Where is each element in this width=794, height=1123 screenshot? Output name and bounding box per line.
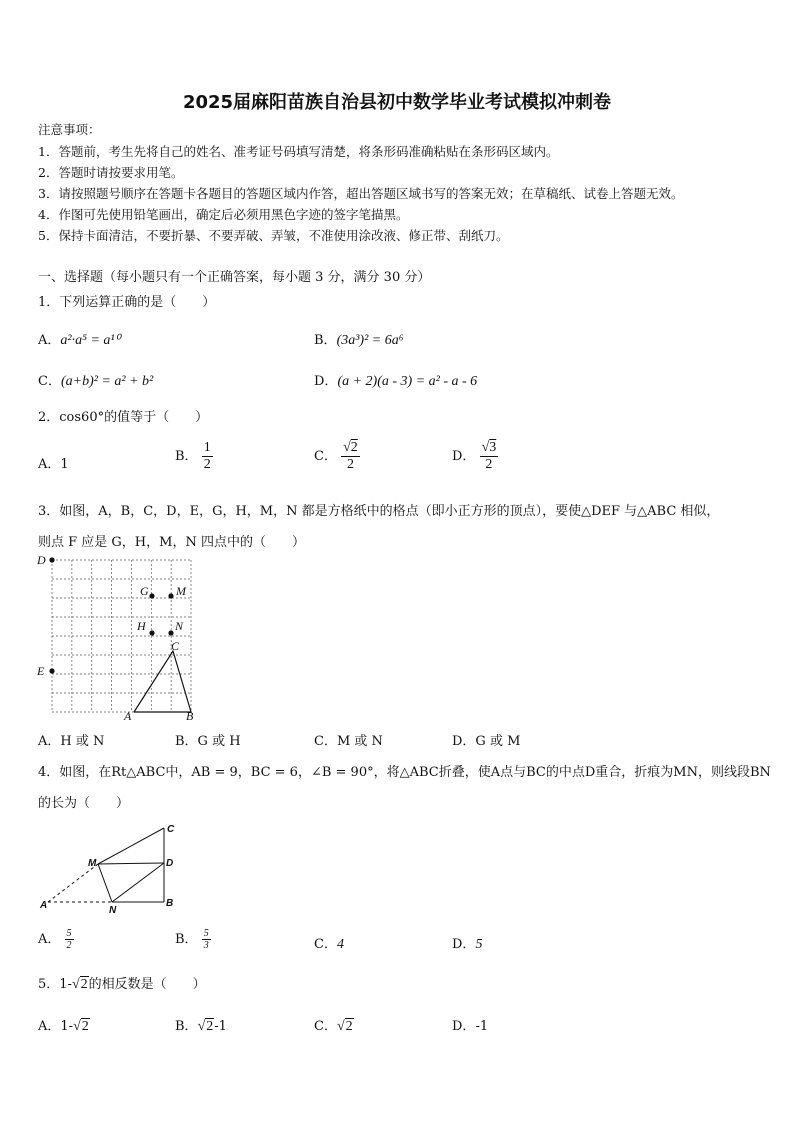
q5-option-a[interactable]: A．1-√2 [38, 1019, 89, 1034]
q3-grid-figure [34, 552, 199, 724]
q3-stem-line2: 则点 F 应是 G，H，M，N 四点中的（ ） [38, 535, 305, 550]
q1-stem: 1．下列运算正确的是（ ） [38, 295, 216, 310]
label-h: H [137, 619, 146, 633]
q1-option-d[interactable]: D．(a + 2)(a - 3) = a² - a - 6 [314, 374, 478, 389]
fraction: $\frac{1}{2}$ [203, 440, 211, 472]
section-heading: 一、选择题（每小题只有一个正确答案，每小题 3 分，满分 30 分） [38, 270, 431, 285]
point-g [149, 593, 154, 598]
fraction: $\frac{√2}{2}$ [343, 440, 358, 472]
label-c: C [167, 824, 175, 835]
q1-option-c[interactable]: C．(a+b)² = a² + b² [38, 374, 154, 389]
point-h [149, 630, 154, 635]
label-m: M [176, 584, 186, 598]
label-g: G [140, 584, 149, 598]
q2-option-b[interactable]: B． $\frac{1}{2}$ [175, 440, 211, 472]
notice-item-2: 2．答题时请按要求用笔。 [38, 165, 184, 180]
q3-option-d[interactable]: D．G 或 M [452, 734, 521, 749]
page-title: 2025届麻阳苗族自治县初中数学毕业考试模拟冲刺卷 [182, 92, 612, 113]
label-m: M [88, 858, 97, 869]
fraction: $\frac{√3}{2}$ [481, 440, 497, 472]
q2-stem: 2．cos60°的值等于（ ） [38, 410, 209, 425]
q1-option-a[interactable]: A．a²·a⁵ = a¹⁰ [38, 333, 121, 348]
q3-option-a[interactable]: A．H 或 N [38, 734, 105, 749]
q2-option-a[interactable]: A．1 [38, 457, 69, 472]
q2-option-c[interactable]: C． $\frac{√2}{2}$ [314, 440, 358, 472]
label-a: A [40, 900, 48, 911]
triangle-abc [134, 651, 191, 712]
notice-heading: 注意事项： [38, 122, 101, 137]
point-n [168, 630, 173, 635]
notice-item-3: 3．请按照题号顺序在答题卡各题目的答题区域内作答，超出答题区域书写的答案无效；在草稿纸、试卷上答题无效。 [38, 186, 684, 201]
q2-option-d[interactable]: D． $\frac{√3}{2}$ [452, 440, 497, 472]
label-c: C [171, 639, 180, 653]
label-e: E [37, 664, 45, 678]
notice-item-4: 4．作图可先使用铅笔画出，确定后必须用黑色字迹的签字笔描黑。 [38, 207, 409, 222]
q4-option-d[interactable]: D．5 [452, 937, 483, 952]
q4-option-a[interactable]: A． $\frac{5}{2}$ [38, 928, 72, 951]
q3-option-c[interactable]: C．M 或 N [314, 734, 383, 749]
point-e [49, 668, 54, 673]
q4-option-b[interactable]: B． $\frac{5}{3}$ [175, 928, 209, 951]
q5-option-c[interactable]: C．√2 [314, 1019, 353, 1034]
q5-option-b[interactable]: B．√2-1 [175, 1019, 227, 1034]
label-n: N [175, 619, 184, 633]
label-d: D [37, 553, 46, 567]
q3-option-b[interactable]: B．G 或 H [175, 734, 241, 749]
q5-option-d[interactable]: D．-1 [452, 1019, 489, 1034]
fraction: $\frac{5}{2}$ [66, 928, 72, 951]
label-d: D [166, 858, 174, 869]
q4-stem-line1: 4．如图，在Rt△ABC中，AB = 9，BC = 6，∠B = 90°，将△ABC折叠，使A点与BC的中点D重合，折痕为MN，则线段BN [38, 765, 771, 780]
notice-item-5: 5．保持卡面清洁，不要折暴、不要弄破、弄皱，不准使用涂改液、修正带、刮纸刀。 [38, 228, 509, 243]
fraction: $\frac{5}{3}$ [203, 928, 209, 951]
notice-item-1: 1．答题前，考生先将自己的姓名、准考证号码填写清楚，将条形码准确粘贴在条形码区域内。 [38, 144, 559, 159]
q4-stem-line2: 的长为（ ） [38, 796, 130, 811]
q1-option-b[interactable]: B．(3a³)² = 6a⁶ [314, 333, 404, 348]
label-b: B [166, 898, 174, 909]
label-a: A [124, 709, 132, 723]
q3-stem-line1: 3．如图，A，B，C，D，E，G，H，M，N 都是方格纸中的格点（即小正方形的顶点），要使△DEF 与△ABC 相似， [38, 504, 720, 519]
point-d [49, 557, 54, 562]
label-n: N [109, 905, 117, 916]
point-m [168, 593, 173, 598]
q5-stem: 5．1-√2的相反数是（ ） [38, 977, 206, 992]
label-b: B [186, 709, 194, 723]
q4-option-c[interactable]: C．4 [314, 937, 344, 952]
q4-fold-figure [36, 818, 186, 916]
